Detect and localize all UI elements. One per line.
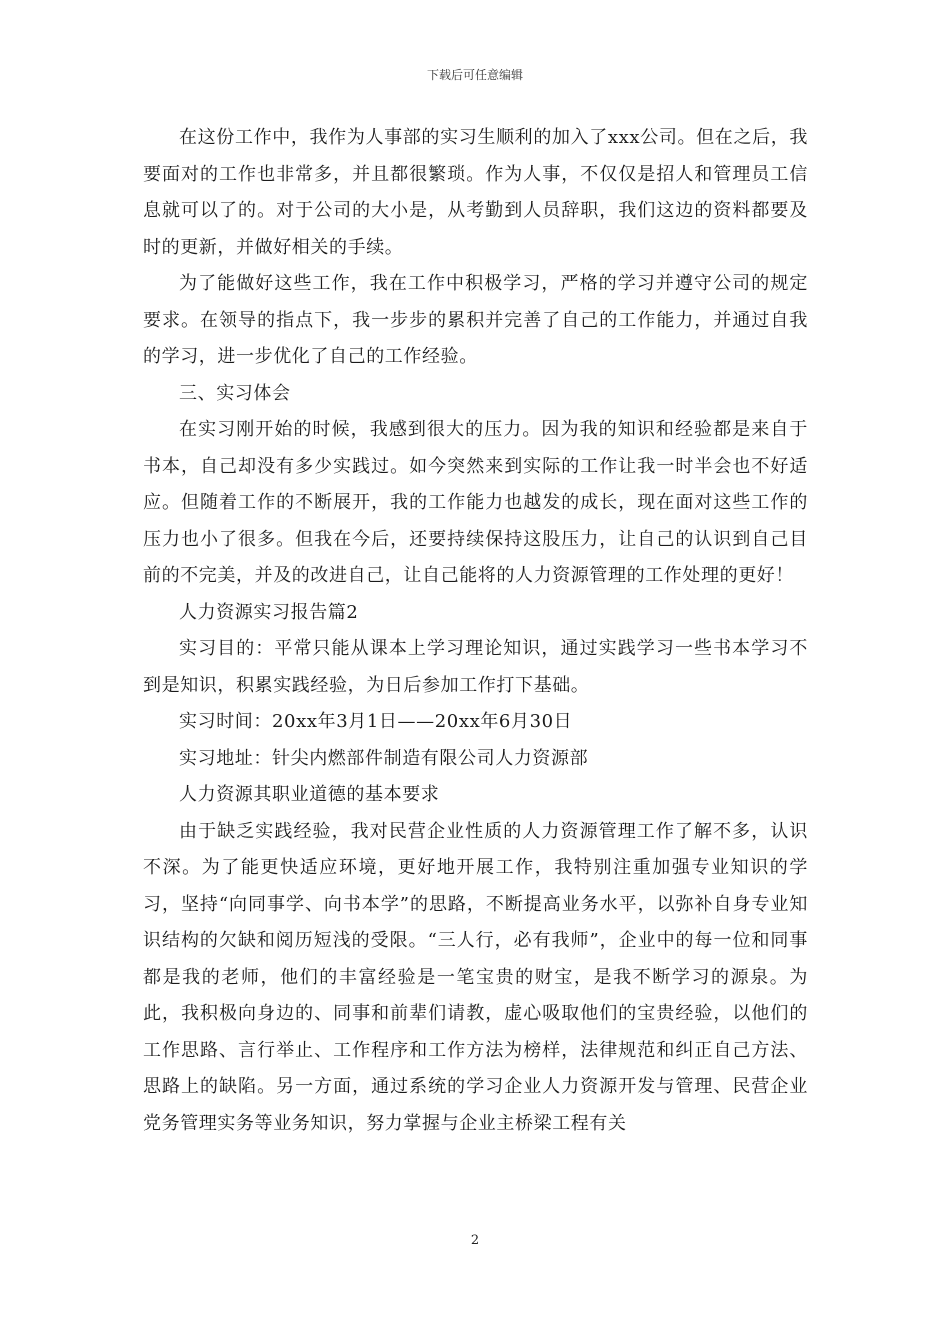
section-heading-experience: 三、实习体会 bbox=[179, 382, 291, 404]
page-number: 2 bbox=[470, 1233, 480, 1248]
paragraph-learning: 为了能做好这些工作，我在工作中积极学习，严格的学习并遵守公司的规定要求。在领导的指点下，我一步步的累积并完善了自己的工作能力，并通过自我的学习，进一步优化了自己的工作经验。 bbox=[143, 273, 808, 367]
section-heading-ethics: 人力资源其职业道德的基本要求 bbox=[179, 784, 440, 805]
paragraph-work-intro: 在这份工作中，我作为人事部的实习生顺利的加入了xxx公司。但在之后，我要面对的工作也非常多，并且都很繁琐。作为人事，不仅仅是招人和管理员工信息就可以了的。对于公司的大小是，从考勤到人员辞职，我们这边的资料都要及时的更新，并做好相关的手续。 bbox=[143, 127, 808, 258]
page-header: 下载后可任意编辑 bbox=[426, 68, 523, 82]
report-title: 人力资源实习报告篇2 bbox=[179, 601, 359, 623]
paragraph-time: 实习时间：20xx年3月1日——20xx年6月30日 bbox=[179, 711, 573, 732]
paragraph-ethics: 由于缺乏实践经验，我对民营企业性质的人力资源管理工作了解不多，认识不深。为了能更快适应环境，更好地开展工作，我特别注重加强专业知识的学习，坚持“向同事学、向书本学”的思路，不断提高业务水平，以弥补自身专业知识结构的欠缺和阅历短浅的受限。“三人行，必有我师”，企业中的每一位和同事都是我的老师，他们的丰富经验是一笔宝贵的财宝，是我不断学习的源泉。为此，我积极向身边的、同事和前辈们请教，虚心吸取他们的宝贵经验，以他们的工作思路、言行举止、工作程序和工作方法为榜样，法律规范和纠正自己方法、思路上的缺陷。另一方面，通过系统的学习企业人力资源开发与管理、民营企业党务管理实务等业务知识，努力掌握与企业主桥梁工程有关 bbox=[143, 820, 808, 1134]
document-body bbox=[143, 120, 808, 1142]
paragraph-experience: 在实习刚开始的时候，我感到很大的压力。因为我的知识和经验都是来自于书本，自己却没有多少实践过。如今突然来到实际的工作让我一时半会也不好适应。但随着工作的不断展开，我的工作能力也越发的成长，现在面对这些工作的压力也小了很多。但我在今后，还要持续保持这股压力，让自己的认识到自己目前的不完美，并及的改进自己，让自己能将的人力资源管理的工作处理的更好！ bbox=[143, 419, 808, 586]
paragraph-location: 实习地址：针尖内燃部件制造有限公司人力资源部 bbox=[179, 747, 589, 769]
paragraph-purpose: 实习目的：平常只能从课本上学习理论知识，通过实践学习一些书本学习不到是知识，积累实践经验，为日后参加工作打下基础。 bbox=[143, 638, 808, 696]
